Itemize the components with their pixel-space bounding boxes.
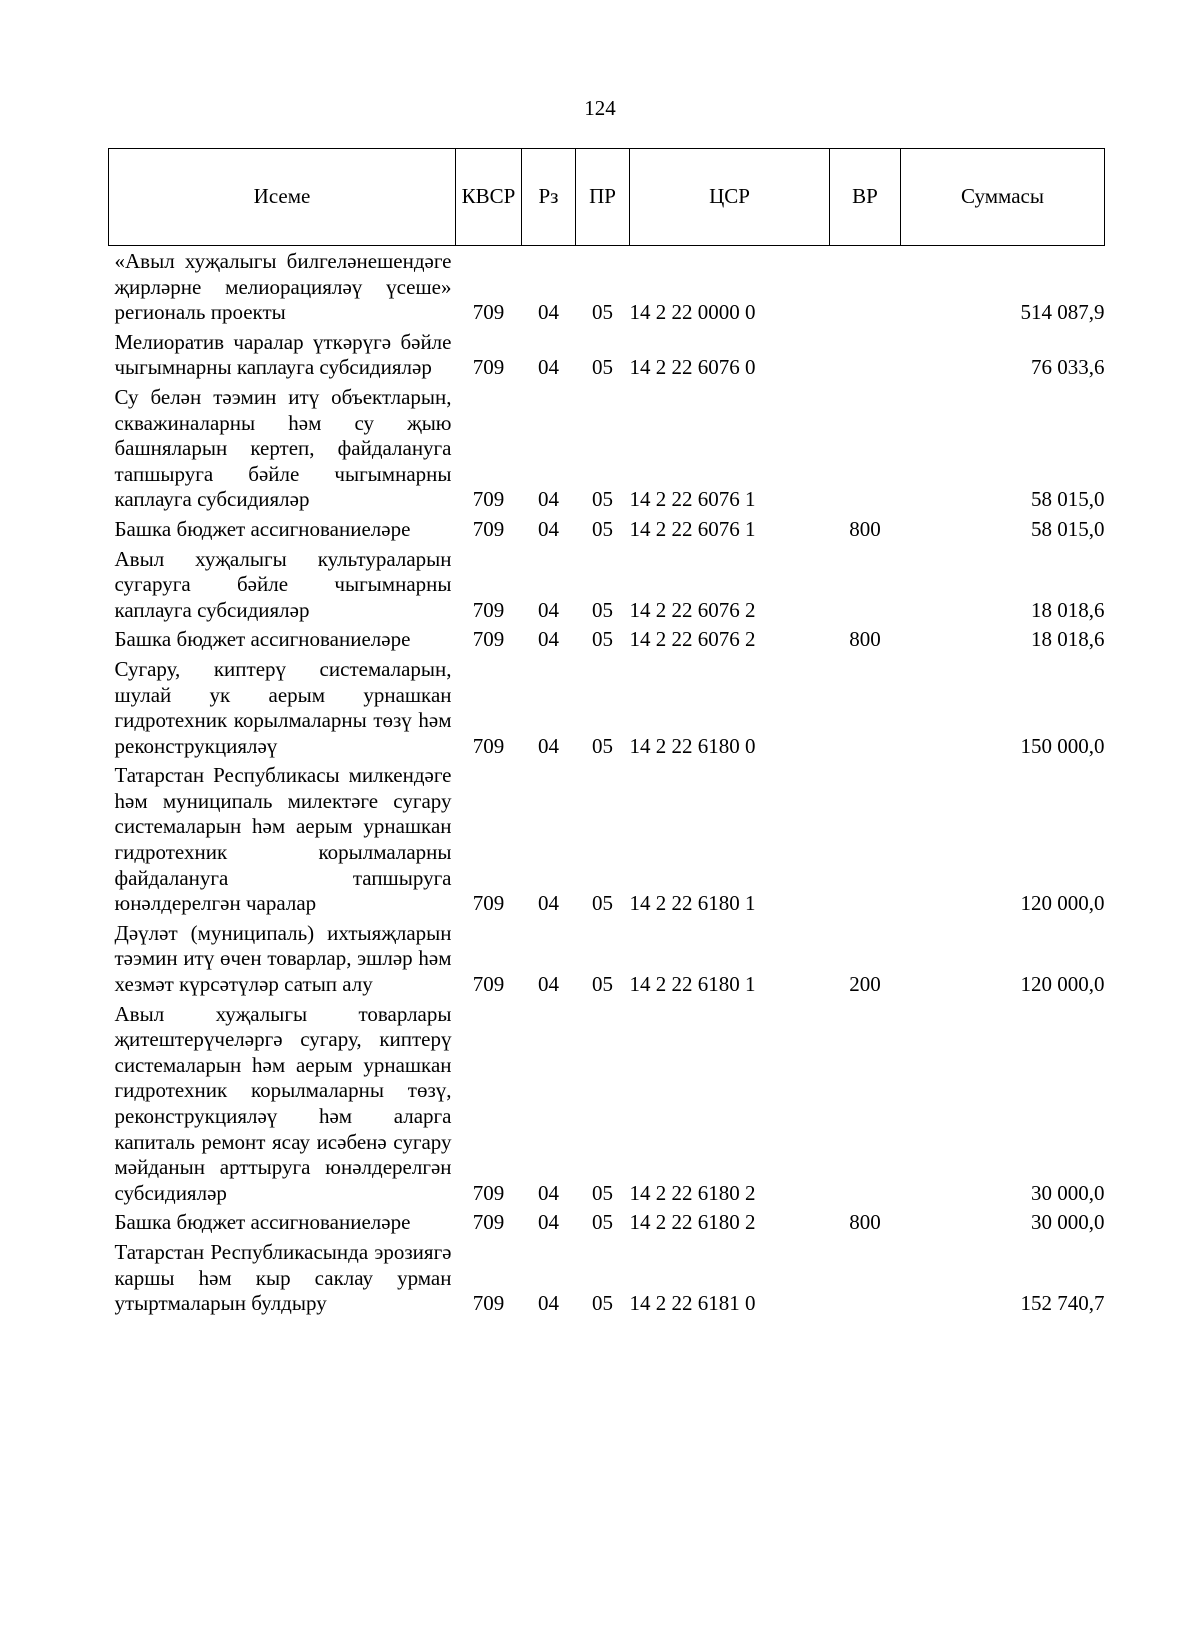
row-sum: 120 000,0: [1020, 972, 1105, 997]
row-pr: 05: [592, 1291, 613, 1316]
row-kvsr: 709: [472, 733, 505, 758]
row-rz: 04: [538, 733, 559, 758]
row-sum: 152 740,7: [1020, 1291, 1105, 1316]
row-sum: 18 018,6: [1031, 597, 1105, 622]
header-kvsr: КВСР: [456, 149, 522, 246]
row-rz: 04: [538, 355, 559, 380]
row-name: Башка бюджет ассигнованиеләре: [114, 516, 411, 541]
row-pr: 05: [592, 355, 613, 380]
row-kvsr: 709: [472, 597, 505, 622]
row-vr: [830, 654, 901, 760]
table-row: [109, 1207, 1105, 1237]
header-csr: ЦСР: [630, 149, 830, 246]
row-sum: 30 000,0: [1031, 1210, 1105, 1235]
table-row: [109, 654, 1105, 760]
page-number: 124: [584, 96, 616, 120]
row-csr: 14 2 22 6076 2: [629, 627, 756, 652]
row-kvsr: 709: [472, 972, 505, 997]
row-csr: 14 2 22 6076 1: [629, 516, 756, 541]
row-pr: 05: [592, 516, 613, 541]
row-rz: 04: [538, 627, 559, 652]
row-vr: [830, 1237, 901, 1318]
row-vr: [830, 544, 901, 625]
row-kvsr: 709: [472, 516, 505, 541]
row-kvsr: 709: [472, 1210, 505, 1235]
row-csr: 14 2 22 6181 0: [629, 1291, 756, 1316]
row-vr: 800: [849, 1210, 881, 1235]
row-kvsr: 709: [472, 487, 505, 512]
row-pr: 05: [592, 597, 613, 622]
header-sum: Суммасы: [901, 149, 1105, 246]
row-rz: 04: [538, 1180, 559, 1205]
row-name: Су белән тәэмин итү объектларын, скважиналарны һәм су җыю башняларын кертеп, файдалануга тапшыруга бәйле чыгымнарны каплауга субсидияләр: [114, 384, 452, 512]
row-kvsr: 709: [472, 355, 505, 380]
row-csr: 14 2 22 6180 2: [629, 1180, 756, 1205]
row-csr: 14 2 22 6180 1: [629, 891, 756, 916]
row-vr: [830, 327, 901, 382]
row-vr: [830, 999, 901, 1208]
row-rz: 04: [538, 487, 559, 512]
row-csr: 14 2 22 6180 1: [629, 972, 756, 997]
row-name: Авыл хуҗалыгы культураларын сугаруга бәйле чыгымнарны каплауга субсидияләр: [114, 546, 452, 622]
row-kvsr: 709: [472, 1291, 505, 1316]
row-name: Татарстан Республикасы милкендәге һәм муниципаль милектәге сугару системаларын һәм аерым урнашкан гидротехник корылмаларны файдалануга тапшыруга юнәлдерелгән чаралар: [114, 763, 452, 916]
row-pr: 05: [592, 487, 613, 512]
row-csr: 14 2 22 6076 1: [629, 487, 756, 512]
row-sum: 18 018,6: [1031, 627, 1105, 652]
row-rz: 04: [538, 1210, 559, 1235]
table-header: [109, 149, 1105, 246]
row-name: «Авыл хуҗалыгы билгеләнешендәге җирләрне мелиорацияләү үсеше» региональ проекты: [114, 249, 452, 325]
table-row: [109, 246, 1105, 327]
row-vr: 800: [849, 516, 881, 541]
row-pr: 05: [592, 300, 613, 325]
row-kvsr: 709: [472, 300, 505, 325]
row-name: Дәүләт (муниципаль) ихтыяҗларын тәэмин итү өчен товарлар, эшләр һәм хезмәт күрсәтүләр сатып алу: [114, 920, 452, 997]
table-row: [109, 544, 1105, 625]
table-row: [109, 999, 1105, 1208]
row-rz: 04: [538, 597, 559, 622]
row-sum: 58 015,0: [1031, 516, 1105, 541]
row-name: Башка бюджет ассигнованиеләре: [114, 1210, 411, 1235]
row-rz: 04: [538, 300, 559, 325]
table-row: [109, 327, 1105, 382]
row-pr: 05: [592, 1180, 613, 1205]
row-pr: 05: [592, 627, 613, 652]
row-csr: 14 2 22 6180 2: [629, 1210, 756, 1235]
table-row: [109, 514, 1105, 544]
row-vr: [830, 760, 901, 918]
row-name: Мелиоратив чаралар үткәрүгә бәйле чыгымнарны каплауга субсидияләр: [114, 329, 452, 380]
row-vr: 800: [849, 627, 881, 652]
row-pr: 05: [592, 1210, 613, 1235]
row-vr: [830, 382, 901, 514]
row-kvsr: 709: [472, 627, 505, 652]
row-csr: 14 2 22 6180 0: [629, 733, 756, 758]
table-row: [109, 918, 1105, 999]
row-rz: 04: [538, 516, 559, 541]
row-vr: [830, 246, 901, 327]
row-csr: 14 2 22 0000 0: [629, 300, 756, 325]
row-kvsr: 709: [472, 891, 505, 916]
header-pr: ПР: [576, 149, 630, 246]
header-name: Исеме: [109, 149, 456, 246]
row-sum: 120 000,0: [1020, 891, 1105, 916]
row-kvsr: 709: [472, 1180, 505, 1205]
row-pr: 05: [592, 733, 613, 758]
row-pr: 05: [592, 891, 613, 916]
row-sum: 58 015,0: [1031, 487, 1105, 512]
table-row: [109, 624, 1105, 654]
row-vr: 200: [849, 972, 881, 997]
table-row: [109, 1237, 1105, 1318]
table-row: [109, 760, 1105, 918]
table-row: [109, 382, 1105, 514]
row-name: Сугару, киптерү системаларын, шулай ук аерым урнашкан гидротехник корылмаларны төзү һәм реконструкцияләү: [114, 656, 452, 758]
row-rz: 04: [538, 891, 559, 916]
header-vr: ВР: [830, 149, 901, 246]
row-sum: 30 000,0: [1031, 1180, 1105, 1205]
row-sum: 76 033,6: [1031, 355, 1105, 380]
row-name: Авыл хуҗалыгы товарлары җитештерүчеләргә сугару, киптерү системаларын һәм аерым урнашкан гидротехник корылмаларны төзү, реконструкцияләү һәм аларга капиталь ремонт ясау исәбенә сугару мәйданын арттыруга юнәлдерелгән субсидияләр: [114, 1001, 452, 1205]
header-rz: Рз: [522, 149, 576, 246]
row-csr: 14 2 22 6076 2: [629, 597, 756, 622]
budget-table: [108, 148, 1105, 1318]
row-rz: 04: [538, 972, 559, 997]
row-rz: 04: [538, 1291, 559, 1316]
row-csr: 14 2 22 6076 0: [629, 355, 756, 380]
row-pr: 05: [592, 972, 613, 997]
row-sum: 150 000,0: [1020, 733, 1105, 758]
row-name: Башка бюджет ассигнованиеләре: [114, 627, 411, 652]
row-name: Татарстан Республикасында эрозиягә каршы һәм кыр саклау урман утыртмаларын булдыру: [114, 1239, 452, 1316]
row-sum: 514 087,9: [1020, 300, 1105, 325]
